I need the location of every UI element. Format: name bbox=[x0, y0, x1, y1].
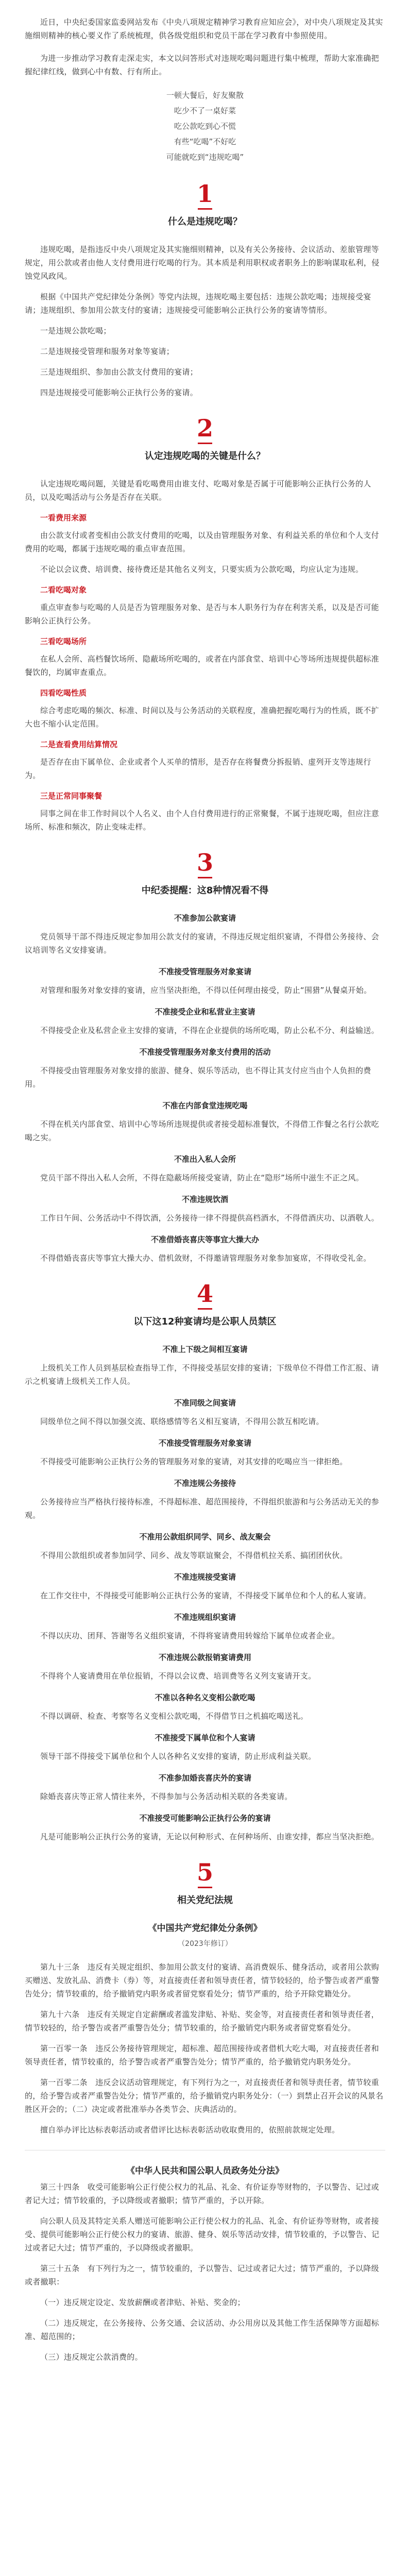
rule-heading: 不准违规组织宴请 bbox=[174, 1613, 236, 1622]
body-paragraph: 三是违规组织、参加由公款支付费用的宴请； bbox=[40, 367, 198, 377]
section-title: 什么是违规吃喝？ bbox=[168, 216, 242, 227]
subsection-heading: 二是查看费用结算情况 bbox=[40, 740, 118, 749]
rule-text: 不得以调研、检查、考察等名义变相公款吃喝，不得借节日之机搞吃喝送礼。 bbox=[40, 1711, 309, 1721]
rule-heading: 不准参加公款宴请 bbox=[174, 913, 236, 923]
rule-heading: 不准接受管理服务对象宴请 bbox=[158, 967, 251, 976]
subsection-heading: 三看吃喝场所 bbox=[40, 637, 87, 646]
rule-text: 同级单位之间不得以加强交流、联络感情等名义相互宴请，不得用公款互相吃请。 bbox=[40, 1417, 324, 1426]
rule-text: 凡是可能影响公正执行公务的宴请，无论以何种形式、在何种场所、由谁安排，都应当坚决拒绝。 bbox=[40, 1832, 379, 1841]
section-number: 5 bbox=[196, 1858, 213, 1886]
rule-heading: 不准在内部食堂违规吃喝 bbox=[162, 1101, 248, 1110]
body-paragraph: 综合考虑吃喝的频次、标准、时间以及与公务活动的关联程度，准确把握吃喝行为的性质，既不扩大也不缩小认定范围。 bbox=[25, 706, 379, 728]
body-paragraph: 由公款支付或者变相由公款支付费用的吃喝，以及由管理服务对象、有利益关系的单位和个人支付费用的吃喝，都属于违规吃喝的重点审查范围。 bbox=[25, 531, 379, 553]
rule-heading: 不准出入私人会所 bbox=[174, 1155, 236, 1164]
rule-heading: 不准以各种名义变相公款吃喝 bbox=[155, 1693, 255, 1702]
section-number: 4 bbox=[196, 1280, 213, 1308]
body-paragraph: 四是违规接受可能影响公正执行公务的宴请。 bbox=[40, 388, 198, 397]
regulation-article: （二）违反规定，在公务接待、公务交通、会议活动、办公用房以及其他工作生活保障等方面超标准、超范围的； bbox=[25, 2318, 379, 2341]
regulation-article: 第三十四条 收受可能影响公正行使公权力的礼品、礼金、有价证券等财物的，予以警告、记过或者记大过；情节较重的，予以降级或者撤职；情节严重的，予以开除。 bbox=[25, 2182, 379, 2205]
rule-heading: 不准用公款组织同学、同乡、战友聚会 bbox=[139, 1532, 271, 1541]
rule-text: 对管理和服务对象安排的宴请，应当坚决拒绝，不得以任何理由接受，防止“围猎”从餐桌开始。 bbox=[40, 986, 372, 995]
section-divider-bar bbox=[198, 208, 212, 210]
intro-poem bbox=[25, 88, 385, 165]
body-paragraph: 一是违规公款吃喝； bbox=[40, 326, 111, 335]
regulation-article: 擅自举办评比达标表彰活动或者借评比达标表彰活动收取费用的，依照前款规定处理。 bbox=[40, 2125, 340, 2134]
rule-heading: 不准接受管理服务对象支付费用的活动 bbox=[139, 1047, 271, 1057]
body-paragraph: 二是违规接受管理和服务对象等宴请； bbox=[40, 347, 175, 356]
intro-line: 吃公款吃到心不慌 bbox=[174, 122, 236, 131]
regulation-article: 向公职人员及其特定关系人赠送可能影响公正行使公权力的礼品、礼金、有价证券等财物，或者接受、提供可能影响公正行使公权力的宴请、旅游、健身、娱乐等活动安排，情节较重的，予以警告、记过或者记大过；情节严重的，予以降级或者撤职。 bbox=[25, 2216, 380, 2252]
regulation-article: （一）违反规定设定、发放薪酬或者津贴、补贴、奖金的； bbox=[40, 2298, 245, 2307]
rule-heading: 不准违规公务接待 bbox=[174, 1479, 236, 1488]
body-paragraph: 认定违规吃喝问题，关键是看吃喝费用由谁支付、吃喝对象是否属于可能影响公正执行公务的人员，以及吃喝活动与公务是否存在关联。 bbox=[25, 479, 371, 502]
rule-text: 不得接受企业及私营企业主安排的宴请，不得在企业提供的场所吃喝，防止公私不分、利益输送。 bbox=[40, 1026, 379, 1035]
section-number: 2 bbox=[196, 414, 213, 442]
section-divider-bar bbox=[198, 1887, 212, 1888]
subsection-heading: 二看吃喝对象 bbox=[40, 585, 87, 595]
subsection-heading: 四看吃喝性质 bbox=[40, 688, 87, 698]
section-title: 以下这12种宴请均是公职人员禁区 bbox=[133, 1316, 277, 1327]
rule-text: 除婚丧喜庆等正常人情往来外，不得参加与公务活动相关联的各类宴请。 bbox=[40, 1792, 293, 1801]
section-title: 认定违规吃喝的关键是什么？ bbox=[145, 451, 265, 462]
section-number: 3 bbox=[196, 849, 213, 876]
regulation-article: 第一百零二条 违反会议活动管理规定，有下列行为之一，对直接责任者和领导责任者，情节较重的，给予警告或者严重警告处分；情节严重的，给予撤销党内职务处分：（一）到禁止召开会议的风景名胜区开会的；（二）决定或者批准举办各类节会、庆典活动的。 bbox=[25, 2078, 384, 2114]
intro-line: 有些“吃喝”不好吃 bbox=[174, 137, 236, 146]
intro-paragraph: 近日，中央纪委国家监委网站发布《中央八项规定精神学习教育应知应会》，对中央八项规定及其实施细则精神的核心要义作了系统梳理，供各级党组织和党员干部在学习教育中参照使用。 bbox=[25, 18, 383, 40]
section-divider-bar bbox=[198, 877, 212, 878]
section-title: 中纪委提醒：这8种情况看不得 bbox=[141, 885, 269, 896]
section-heading bbox=[25, 1859, 385, 1908]
body-paragraph: 违规吃喝，是指违反中央八项规定及其实施细则精神，以及有关公务接待、会议活动、差旅管理等规定，用公款或者由他人支付费用进行吃喝的行为。其本质是利用职权或者职务上的影响谋取私利，侵蚀党风政风。 bbox=[25, 245, 380, 281]
rule-text: 工作日午间、公务活动中不得饮酒，公务接待一律不得提供高档酒水，不得借酒庆功、以酒敬人。 bbox=[40, 1213, 379, 1223]
body-paragraph: 在私人会所、高档餐饮场所、隐蔽场所吃喝的，或者在内部食堂、培训中心等场所违规提供超标准餐饮的，均属审查重点。 bbox=[25, 654, 379, 677]
section-heading bbox=[25, 415, 385, 464]
rule-heading: 不准借婚丧喜庆等事宜大操大办 bbox=[150, 1235, 259, 1244]
rule-text: 不得用公款组织或者参加同学、同乡、战友等联谊聚会，不得借机拉关系、搞团团伙伙。 bbox=[40, 1551, 348, 1560]
body-paragraph: 是否存在由下属单位、企业或者个人买单的情形，是否存在将餐费分拆报销、虚列开支等违规行为。 bbox=[25, 757, 371, 780]
rule-heading: 不准违规饮酒 bbox=[181, 1195, 228, 1204]
rule-text: 不得将个人宴请费用在单位报销，不得以会议费、培训费等名义列支宴请开支。 bbox=[40, 1671, 316, 1681]
regulation-article: 第一百零一条 违反公务接待管理规定，超标准、超范围接待或者借机大吃大喝，对直接责任者和领导责任者，情节较重的，给予警告或者严重警告处分；情节严重的，给予撤销党内职务处分。 bbox=[25, 2044, 379, 2066]
rule-heading: 不准接受企业和私营业主宴请 bbox=[155, 1007, 255, 1016]
intro-line: 可能就吃到“违规吃喝” bbox=[166, 152, 244, 162]
rule-heading: 不准同级之间宴请 bbox=[174, 1398, 236, 1408]
regulation-date: （2023年修订） bbox=[178, 1940, 232, 1948]
regulation-article: 第三十五条 有下列行为之一，情节较重的，予以警告、记过或者记大过；情节严重的，予以降级或者撤职： bbox=[25, 2264, 379, 2286]
rule-text: 不得以庆功、团拜、答谢等名义组织宴请，不得将宴请费用转嫁给下属单位或者企业。 bbox=[40, 1631, 340, 1640]
intro bbox=[25, 15, 385, 165]
rule-text: 不得接受由管理服务对象安排的旅游、健身、娱乐等活动，也不得让其支付应当由个人负担的费用。 bbox=[25, 1066, 371, 1089]
regulation-article: 第九十六条 违反有关规定自定薪酬或者滥发津贴、补贴、奖金等，对直接责任者和领导责任者，情节较轻的，给予警告或者严重警告处分；情节较重的，给予撤销党内职务或者留党察看处分。 bbox=[25, 2010, 379, 2032]
body-paragraph: 根据《中国共产党纪律处分条例》等党内法规，违规吃喝主要包括：违规公款吃喝；违规接受宴请；违规组织、参加用公款支付的宴请；违规接受可能影响公正执行公务的宴请等情形。 bbox=[25, 292, 371, 315]
rule-text: 在工作交往中，不得接受可能影响公正执行公务的宴请，不得接受下属单位和个人的私人宴请。 bbox=[40, 1591, 371, 1600]
rule-heading: 不准上下级之间相互宴请 bbox=[162, 1345, 248, 1354]
section-divider-bar bbox=[198, 1308, 212, 1310]
regulation-article: 第九十三条 违反有关规定组织、参加用公款支付的宴请、高消费娱乐、健身活动，或者用公款购买赠送、发放礼品、消费卡（券）等，对直接责任者和领导责任者，情节较轻的，给予警告或者严重警告处分；情节较重的，给予撤销党内职务或者留党察看处分；情节严重的，给予开除党籍处分。 bbox=[25, 1962, 380, 1998]
section-heading bbox=[25, 180, 385, 229]
intro-paragraph: 为进一步推动学习教育走深走实，本文以问答形式对违规吃喝问题进行集中梳理，帮助大家准确把握纪律红线，做到心中有数、行有所止。 bbox=[25, 54, 379, 76]
rule-heading: 不准参加婚丧喜庆外的宴请 bbox=[158, 1773, 251, 1783]
section-number: 1 bbox=[196, 180, 213, 208]
rule-heading: 不准违规公款报销宴请费用 bbox=[158, 1653, 251, 1662]
regulation-title: 《中国共产党纪律处分条例》 bbox=[148, 1923, 262, 1934]
intro-line: 吃少不了一桌好菜 bbox=[174, 106, 236, 115]
rule-heading: 不准违规接受宴请 bbox=[174, 1572, 236, 1582]
section-title: 相关党纪法规 bbox=[177, 1895, 233, 1906]
rule-text: 上级机关工作人员到基层检查指导工作，不得接受基层安排的宴请；下级单位不得借工作汇报、请示之机宴请上级机关工作人员。 bbox=[25, 1363, 379, 1386]
rule-text: 领导干部不得接受下属单位和个人以各种名义安排的宴请，防止形成利益关联。 bbox=[40, 1752, 316, 1761]
body-paragraph: 不论以会议费、培训费、接待费还是其他名义列支，只要实质为公款吃喝，均应认定为违规。 bbox=[40, 565, 364, 574]
section-heading bbox=[25, 1280, 385, 1329]
rule-text: 党员领导干部不得违反规定参加用公款支付的宴请，不得违反规定组织宴请，不得借公务接待、会议培训等名义安排宴请。 bbox=[25, 932, 379, 955]
rule-text: 不得在机关内部食堂、培训中心等场所违规提供或者接受超标准餐饮，不得借工作餐之名行公款吃喝之实。 bbox=[25, 1120, 379, 1142]
rule-heading: 不准接受管理服务对象宴请 bbox=[158, 1438, 251, 1448]
rule-text: 不得借婚丧喜庆等事宜大操大办、借机敛财，不得邀请管理服务对象参加宴席，不得收受礼金。 bbox=[40, 1253, 371, 1263]
rule-text: 不得接受可能影响公正执行公务的管理服务对象的宴请，对其安排的吃喝应当一律拒绝。 bbox=[40, 1457, 348, 1466]
section-divider-bar bbox=[198, 443, 212, 444]
regulation-article: （三）违反规定公款消费的。 bbox=[40, 2352, 143, 2362]
subsection-heading: 一看费用来源 bbox=[40, 513, 87, 522]
rule-heading: 不准接受下属单位和个人宴请 bbox=[155, 1733, 255, 1742]
intro-line: 一顿大餐后，好友聚散 bbox=[166, 91, 244, 100]
section-heading bbox=[25, 849, 385, 898]
subsection-heading: 三是正常同事聚餐 bbox=[40, 791, 102, 801]
rule-heading: 不准接受可能影响公正执行公务的宴请 bbox=[139, 1814, 271, 1823]
rule-text: 党员干部不得出入私人会所，不得在隐蔽场所接受宴请，防止在“隐形”场所中滋生不正之风。 bbox=[40, 1173, 364, 1182]
body-paragraph: 重点审查参与吃喝的人员是否为管理服务对象、是否与本人职务行为存在利害关系，以及是否可能影响公正执行公务。 bbox=[25, 603, 379, 625]
regulation-title: 《中华人民共和国公职人员政务处分法》 bbox=[126, 2166, 284, 2176]
rule-text: 公务接待应当严格执行接待标准，不得超标准、超范围接待，不得组织旅游和与公务活动无关的参观。 bbox=[25, 1497, 379, 1520]
body-paragraph: 同事之间在非工作时间以个人名义、由个人自付费用进行的正常聚餐，不属于违规吃喝，但应注意场所、标准和频次，防止变味走样。 bbox=[25, 809, 379, 832]
